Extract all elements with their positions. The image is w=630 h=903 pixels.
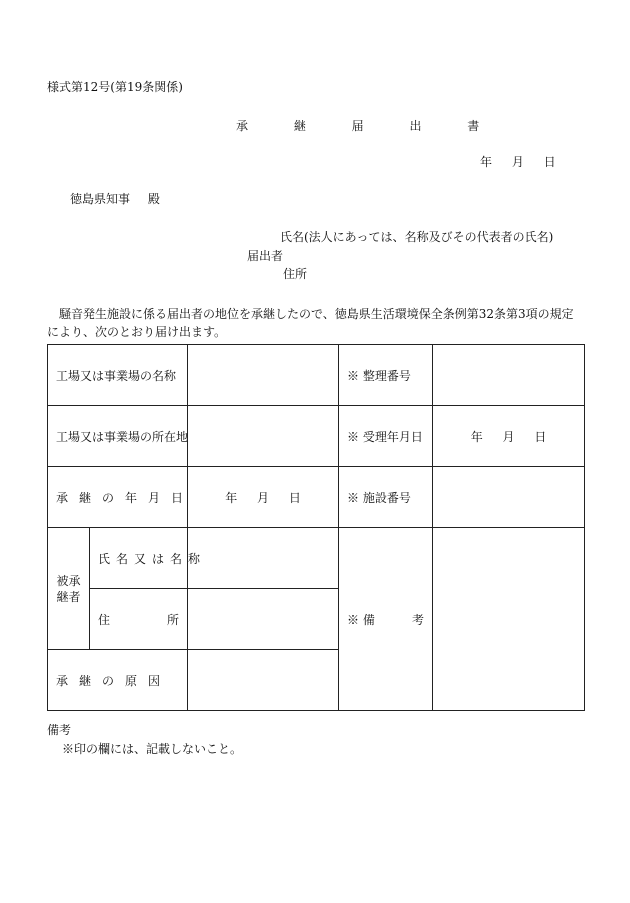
ref-number-field[interactable] bbox=[433, 345, 585, 406]
notifier-address-label: 住所 bbox=[283, 267, 308, 281]
predecessor-address-field[interactable] bbox=[188, 589, 339, 650]
body-text: 騒音発生施設に係る届出者の地位を承継したので、徳島県生活環境保全条例第32条第3項の規定により、次のとおり届け出ます。 bbox=[47, 307, 574, 339]
table-row bbox=[48, 467, 585, 528]
remarks-note: ※印の欄には、記載しないこと。 bbox=[62, 742, 243, 756]
succession-date-label: 承継の年月日 bbox=[48, 467, 188, 528]
received-date-label: ※ 受理年月日 bbox=[339, 406, 433, 467]
notifier-label: 届出者 bbox=[247, 249, 284, 263]
remarks-label-right: 考 bbox=[412, 612, 425, 627]
factory-name-label: 工場又は事業場の名称 bbox=[48, 345, 188, 406]
cause-label: 承継の原因 bbox=[48, 650, 188, 711]
notifier-name-label: 氏名(法人にあっては、名称及びその代表者の氏名) bbox=[280, 230, 554, 244]
predecessor-address-right: 所 bbox=[167, 612, 180, 627]
remarks-field[interactable] bbox=[433, 528, 585, 711]
facility-number-label: ※ 施設番号 bbox=[339, 467, 433, 528]
remarks-title: 備考 bbox=[47, 723, 72, 737]
predecessor-label-text: 被承継者 bbox=[56, 573, 81, 604]
cause-field[interactable] bbox=[188, 650, 339, 711]
ref-number-label: ※ 整理番号 bbox=[339, 345, 433, 406]
predecessor-address-left: 住 bbox=[98, 612, 111, 627]
facility-number-field[interactable] bbox=[433, 467, 585, 528]
predecessor-name-label: 氏名又は名称 bbox=[90, 528, 188, 589]
remarks-label bbox=[339, 528, 433, 711]
received-date-field[interactable]: 年 月 日 bbox=[433, 406, 585, 467]
predecessor-name-field[interactable] bbox=[188, 528, 339, 589]
factory-location-label: 工場又は事業場の所在地 bbox=[48, 406, 188, 467]
remarks-label-left: ※ 備 bbox=[347, 612, 375, 627]
table-row bbox=[48, 528, 585, 589]
factory-location-field[interactable] bbox=[188, 406, 339, 467]
predecessor-address-label bbox=[90, 589, 188, 650]
factory-name-field[interactable] bbox=[188, 345, 339, 406]
table-row bbox=[48, 345, 585, 406]
submission-date: 年 月 日 bbox=[480, 155, 556, 169]
addressee: 徳島県知事 殿 bbox=[70, 192, 160, 206]
form-number: 様式第12号(第19条関係) bbox=[47, 80, 183, 94]
form-table bbox=[47, 344, 585, 711]
table-row bbox=[48, 406, 585, 467]
succession-date-field[interactable]: 年 月 日 bbox=[188, 467, 339, 528]
predecessor-label bbox=[48, 528, 90, 650]
document-title: 承 継 届 出 書 bbox=[236, 119, 501, 133]
